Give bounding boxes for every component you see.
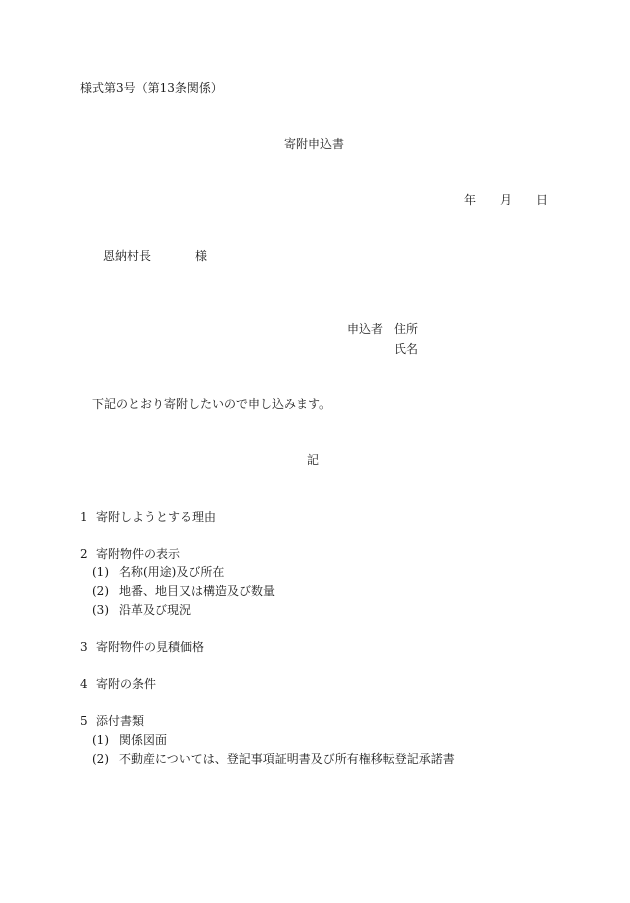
addressee-honorific: 様 [195, 249, 208, 263]
form-label: 様式第3号（第13条関係） [80, 81, 223, 95]
applicant-name-label: 氏名 [394, 342, 419, 356]
sub-item-number: (1) [92, 565, 109, 579]
date-month: 月 [500, 193, 513, 207]
list-item-number: 5 [80, 714, 88, 728]
sub-item-number: (3) [92, 603, 109, 617]
date-year: 年 [464, 193, 477, 207]
sub-item-number: (2) [92, 584, 109, 598]
list-item-text: 寄附物件の表示 [96, 547, 181, 561]
sub-item-text: 名称(用途)及び所在 [119, 565, 225, 579]
applicant-address-label: 住所 [394, 322, 419, 336]
list-item-text: 寄附しようとする理由 [96, 510, 217, 524]
sub-item-number: (1) [92, 733, 109, 747]
applicant-label: 申込者 [347, 322, 384, 336]
list-item-text: 添付書類 [96, 714, 145, 728]
document-title: 寄附申込書 [284, 137, 345, 151]
list-item-text: 寄附の条件 [96, 677, 157, 691]
sub-item-text: 不動産については、登記事項証明書及び所有権移転登記承諾書 [119, 752, 455, 766]
list-item-number: 4 [80, 677, 88, 691]
list-item-number: 3 [80, 640, 88, 654]
sub-item-number: (2) [92, 752, 109, 766]
list-item-text: 寄附物件の見積価格 [96, 640, 205, 654]
ki-heading: 記 [307, 453, 320, 467]
sub-item-text: 地番、地目又は構造及び数量 [119, 584, 276, 598]
sub-item-text: 関係図面 [119, 733, 168, 747]
date-day: 日 [536, 193, 549, 207]
list-item-number: 2 [80, 547, 88, 561]
intro-sentence: 下記のとおり寄附したいので申し込みます。 [92, 397, 332, 411]
addressee-name: 恩納村長 [103, 249, 152, 263]
sub-item-text: 沿革及び現況 [119, 603, 192, 617]
list-item-number: 1 [80, 510, 88, 524]
